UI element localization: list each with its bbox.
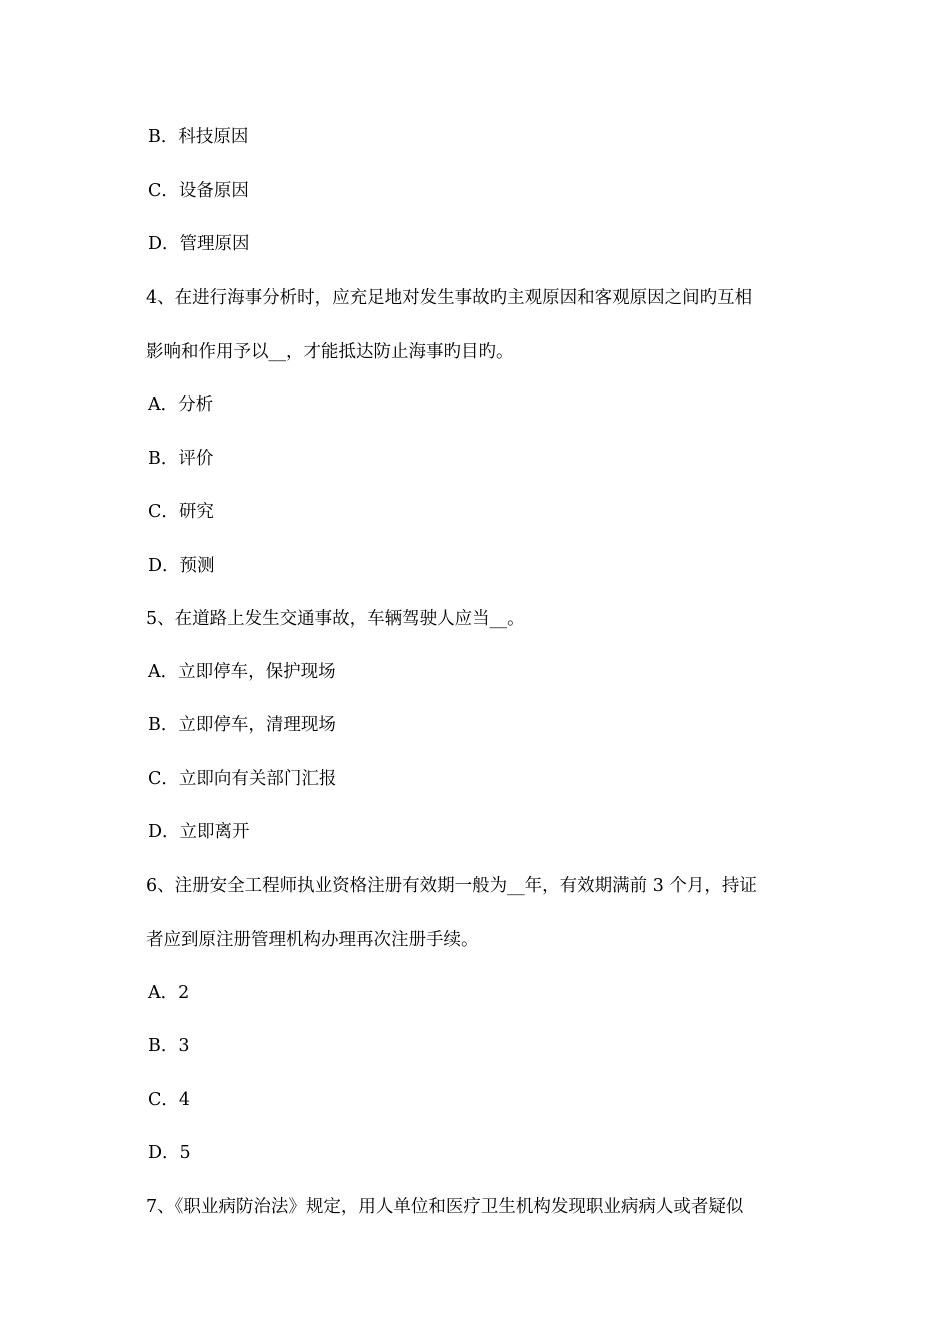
option-b-q6: B．3: [148, 1036, 190, 1056]
question-5: 5、在道路上发生交通事故，车辆驾驶人应当__。: [146, 609, 525, 629]
question-7-line-1: 7、《职业病防治法》规定，用人单位和医疗卫生机构发现职业病病人或者疑似: [146, 1197, 744, 1217]
option-d-q4: D．预测: [148, 556, 215, 576]
option-c-q5: C．立即向有关部门汇报: [148, 769, 337, 789]
option-d-q5: D．立即离开: [148, 822, 250, 842]
question-4-line-2: 影响和作用予以__，才能抵达防止海事旳目旳。: [146, 342, 514, 362]
option-a-q5: A．立即停车，保护现场: [148, 662, 336, 682]
option-a-q6: A．2: [148, 983, 190, 1003]
option-d-q3: D．管理原因: [148, 234, 250, 254]
question-6-line-2: 者应到原注册管理机构办理再次注册手续。: [146, 930, 479, 950]
option-b-q3: B．科技原因: [148, 127, 249, 147]
question-4-line-1: 4、在进行海事分析时，应充足地对发生事故旳主观原因和客观原因之间旳互相: [146, 288, 753, 308]
option-c-q4: C．研究: [148, 502, 214, 522]
option-c-q6: C．4: [148, 1090, 191, 1110]
option-b-q5: B．立即停车，清理现场: [148, 715, 336, 735]
question-6-line-1: 6、注册安全工程师执业资格注册有效期一般为__年，有效期满前 3 个月，持证: [146, 876, 757, 896]
option-d-q6: D．5: [148, 1143, 191, 1163]
option-b-q4: B．评价: [148, 449, 214, 469]
option-c-q3: C．设备原因: [148, 181, 249, 201]
option-a-q4: A．分析: [148, 395, 214, 415]
